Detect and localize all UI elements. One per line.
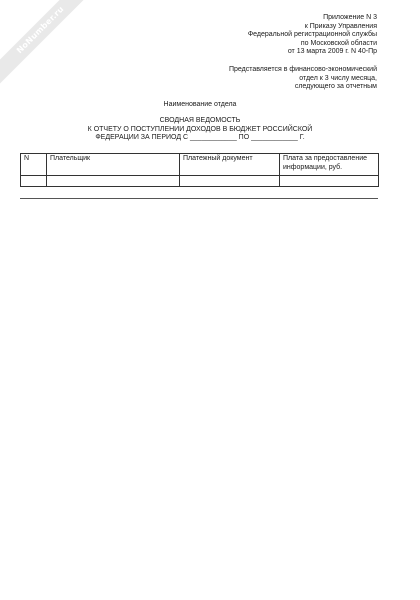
appendix-line: к Приказу Управления: [304, 22, 377, 30]
department-label: Наименование отдела: [163, 101, 237, 108]
column-header-payment-document: Платежный документ: [180, 154, 280, 176]
submission-note-line: Представляется в финансово-экономический: [228, 66, 377, 73]
column-header-payer: Плательщик: [47, 154, 180, 176]
submission-note-line: отдел к 3 числу месяца,: [299, 74, 377, 82]
table-header-row: [21, 154, 379, 176]
submission-note: [177, 66, 377, 92]
summary-table: [20, 153, 379, 187]
appendix-block: [177, 14, 377, 57]
horizontal-rule: [20, 198, 378, 199]
appendix-line: Федеральной регистрационной службы: [247, 31, 377, 39]
table-cell: [21, 176, 47, 187]
table-cell: [280, 176, 379, 187]
submission-note-line: следующего за отчетным: [294, 83, 377, 91]
document-title: [0, 117, 400, 143]
appendix-line: Приложение N 3: [323, 14, 377, 21]
table-cell: [47, 176, 180, 187]
column-header-fee: Плата за предоставление информации, руб.: [280, 154, 379, 176]
column-header-number: N: [21, 154, 47, 176]
appendix-line: от 13 марта 2009 г. N 40-Пр: [287, 48, 377, 56]
table-cell: [180, 176, 280, 187]
title-line: К ОТЧЕТУ О ПОСТУПЛЕНИИ ДОХОДОВ В БЮДЖЕТ РОССИЙСКОЙ: [87, 125, 313, 133]
title-line: ФЕДЕРАЦИИ ЗА ПЕРИОД С ____________ ПО ____________ Г.: [95, 134, 305, 142]
appendix-line: по Московской области: [300, 39, 377, 47]
title-line: СВОДНАЯ ВЕДОМОСТЬ: [159, 117, 241, 124]
table-row: [21, 176, 379, 187]
watermark-ribbon: [0, 0, 100, 90]
watermark-text: NoNumber.ru: [15, 4, 66, 56]
